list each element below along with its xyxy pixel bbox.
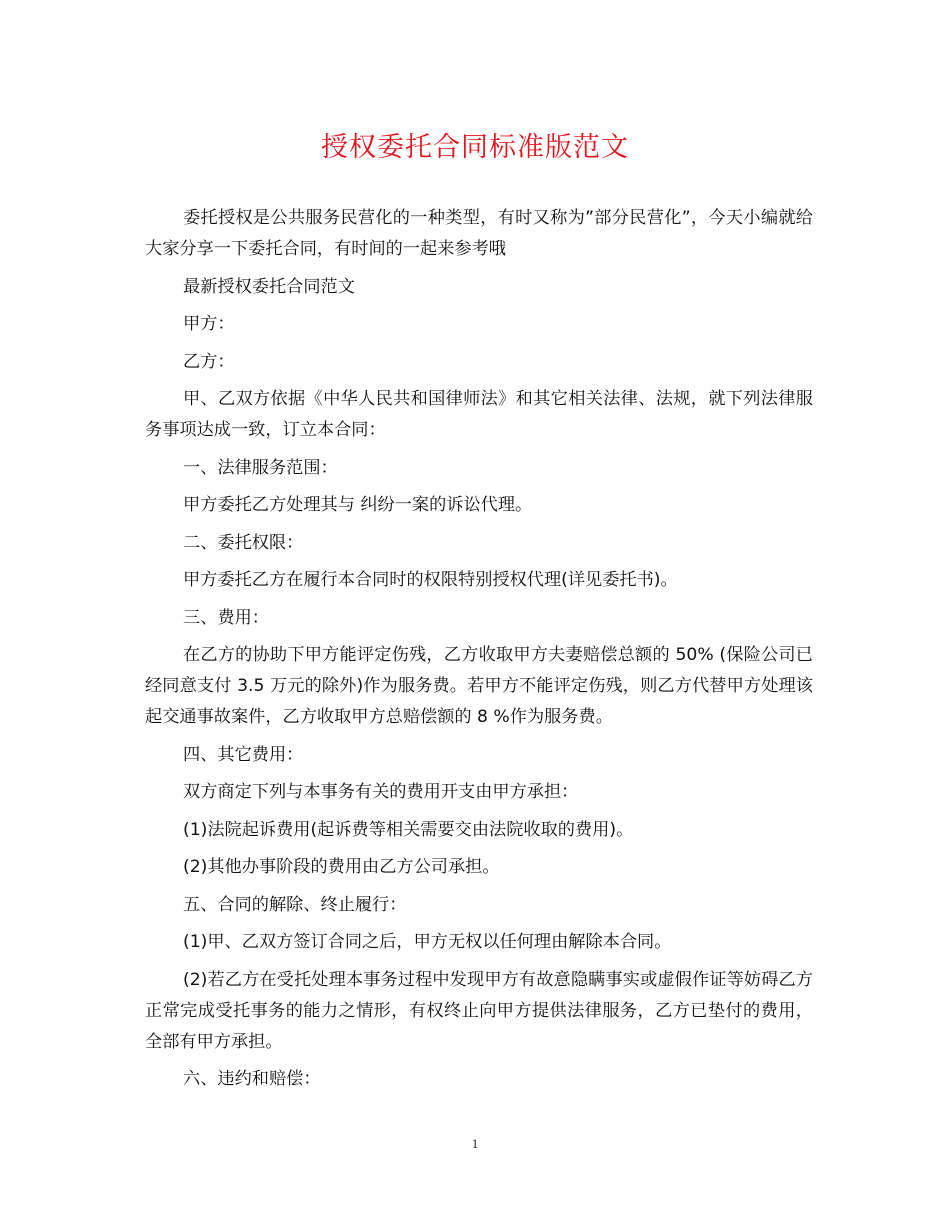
paragraph: 乙方： — [183, 351, 235, 372]
paragraph: 在乙方的协助下甲方能评定伤残，乙方收取甲方夫妻赔偿总额的 50% (保险公司已经同意支付 3.5 万元的除外)作为服务费。若甲方不能评定伤残，则乙方代替甲方处理该起交通事故案件，乙方收取甲方总赔偿额的 8 %作为服务费。 — [145, 645, 813, 727]
paragraph: 甲方委托乙方处理其与 纠纷一案的诉讼代理。 — [183, 495, 533, 515]
list-item: (2)其他办事阶段的费用由乙方公司承担。 — [183, 857, 500, 877]
section-heading: 三、费用： — [183, 607, 269, 628]
document-body — [145, 203, 813, 1102]
paragraph: 最新授权委托合同范文 — [183, 276, 355, 297]
list-item: (2)若乙方在受托处理本事务过程中发现甲方有故意隐瞒事实或虚假作证等妨碍乙方正常完成受托事务的能力之情形，有权终止向甲方提供法律服务，乙方已垫付的费用，全部有甲方承担。 — [145, 969, 813, 1052]
section-heading: 六、违约和赔偿： — [183, 1069, 321, 1089]
section-heading: 一、法律服务范围： — [183, 457, 338, 478]
section-heading: 五、合同的解除、终止履行： — [183, 894, 407, 915]
paragraph: 甲方委托乙方在履行本合同时的权限特别授权代理(详见委托书)。 — [183, 570, 678, 590]
list-item: (1)甲、乙双方签订合同之后，甲方无权以任何理由解除本合同。 — [183, 932, 672, 952]
list-item: (1)法院起诉费用(起诉费等相关需要交由法院收取的费用)。 — [183, 819, 634, 840]
paragraph: 甲方： — [183, 314, 235, 334]
paragraph: 双方商定下列与本事务有关的费用开支由甲方承担： — [183, 782, 579, 802]
page-number: 1 — [471, 1136, 479, 1151]
paragraph: 甲、乙双方依据《中华人民共和国律师法》和其它相关法律、法规，就下列法律服务事项达成一致，订立本合同： — [145, 389, 813, 440]
paragraph: 委托授权是公共服务民营化的一种类型，有时又称为”部分民营化”，今天小编就给大家分享一下委托合同，有时间的一起来参考哦 — [145, 208, 813, 259]
section-heading: 四、其它费用： — [183, 744, 304, 765]
document-title: 授权委托合同标准版范文 — [321, 132, 629, 163]
section-heading: 二、委托权限： — [183, 532, 304, 553]
